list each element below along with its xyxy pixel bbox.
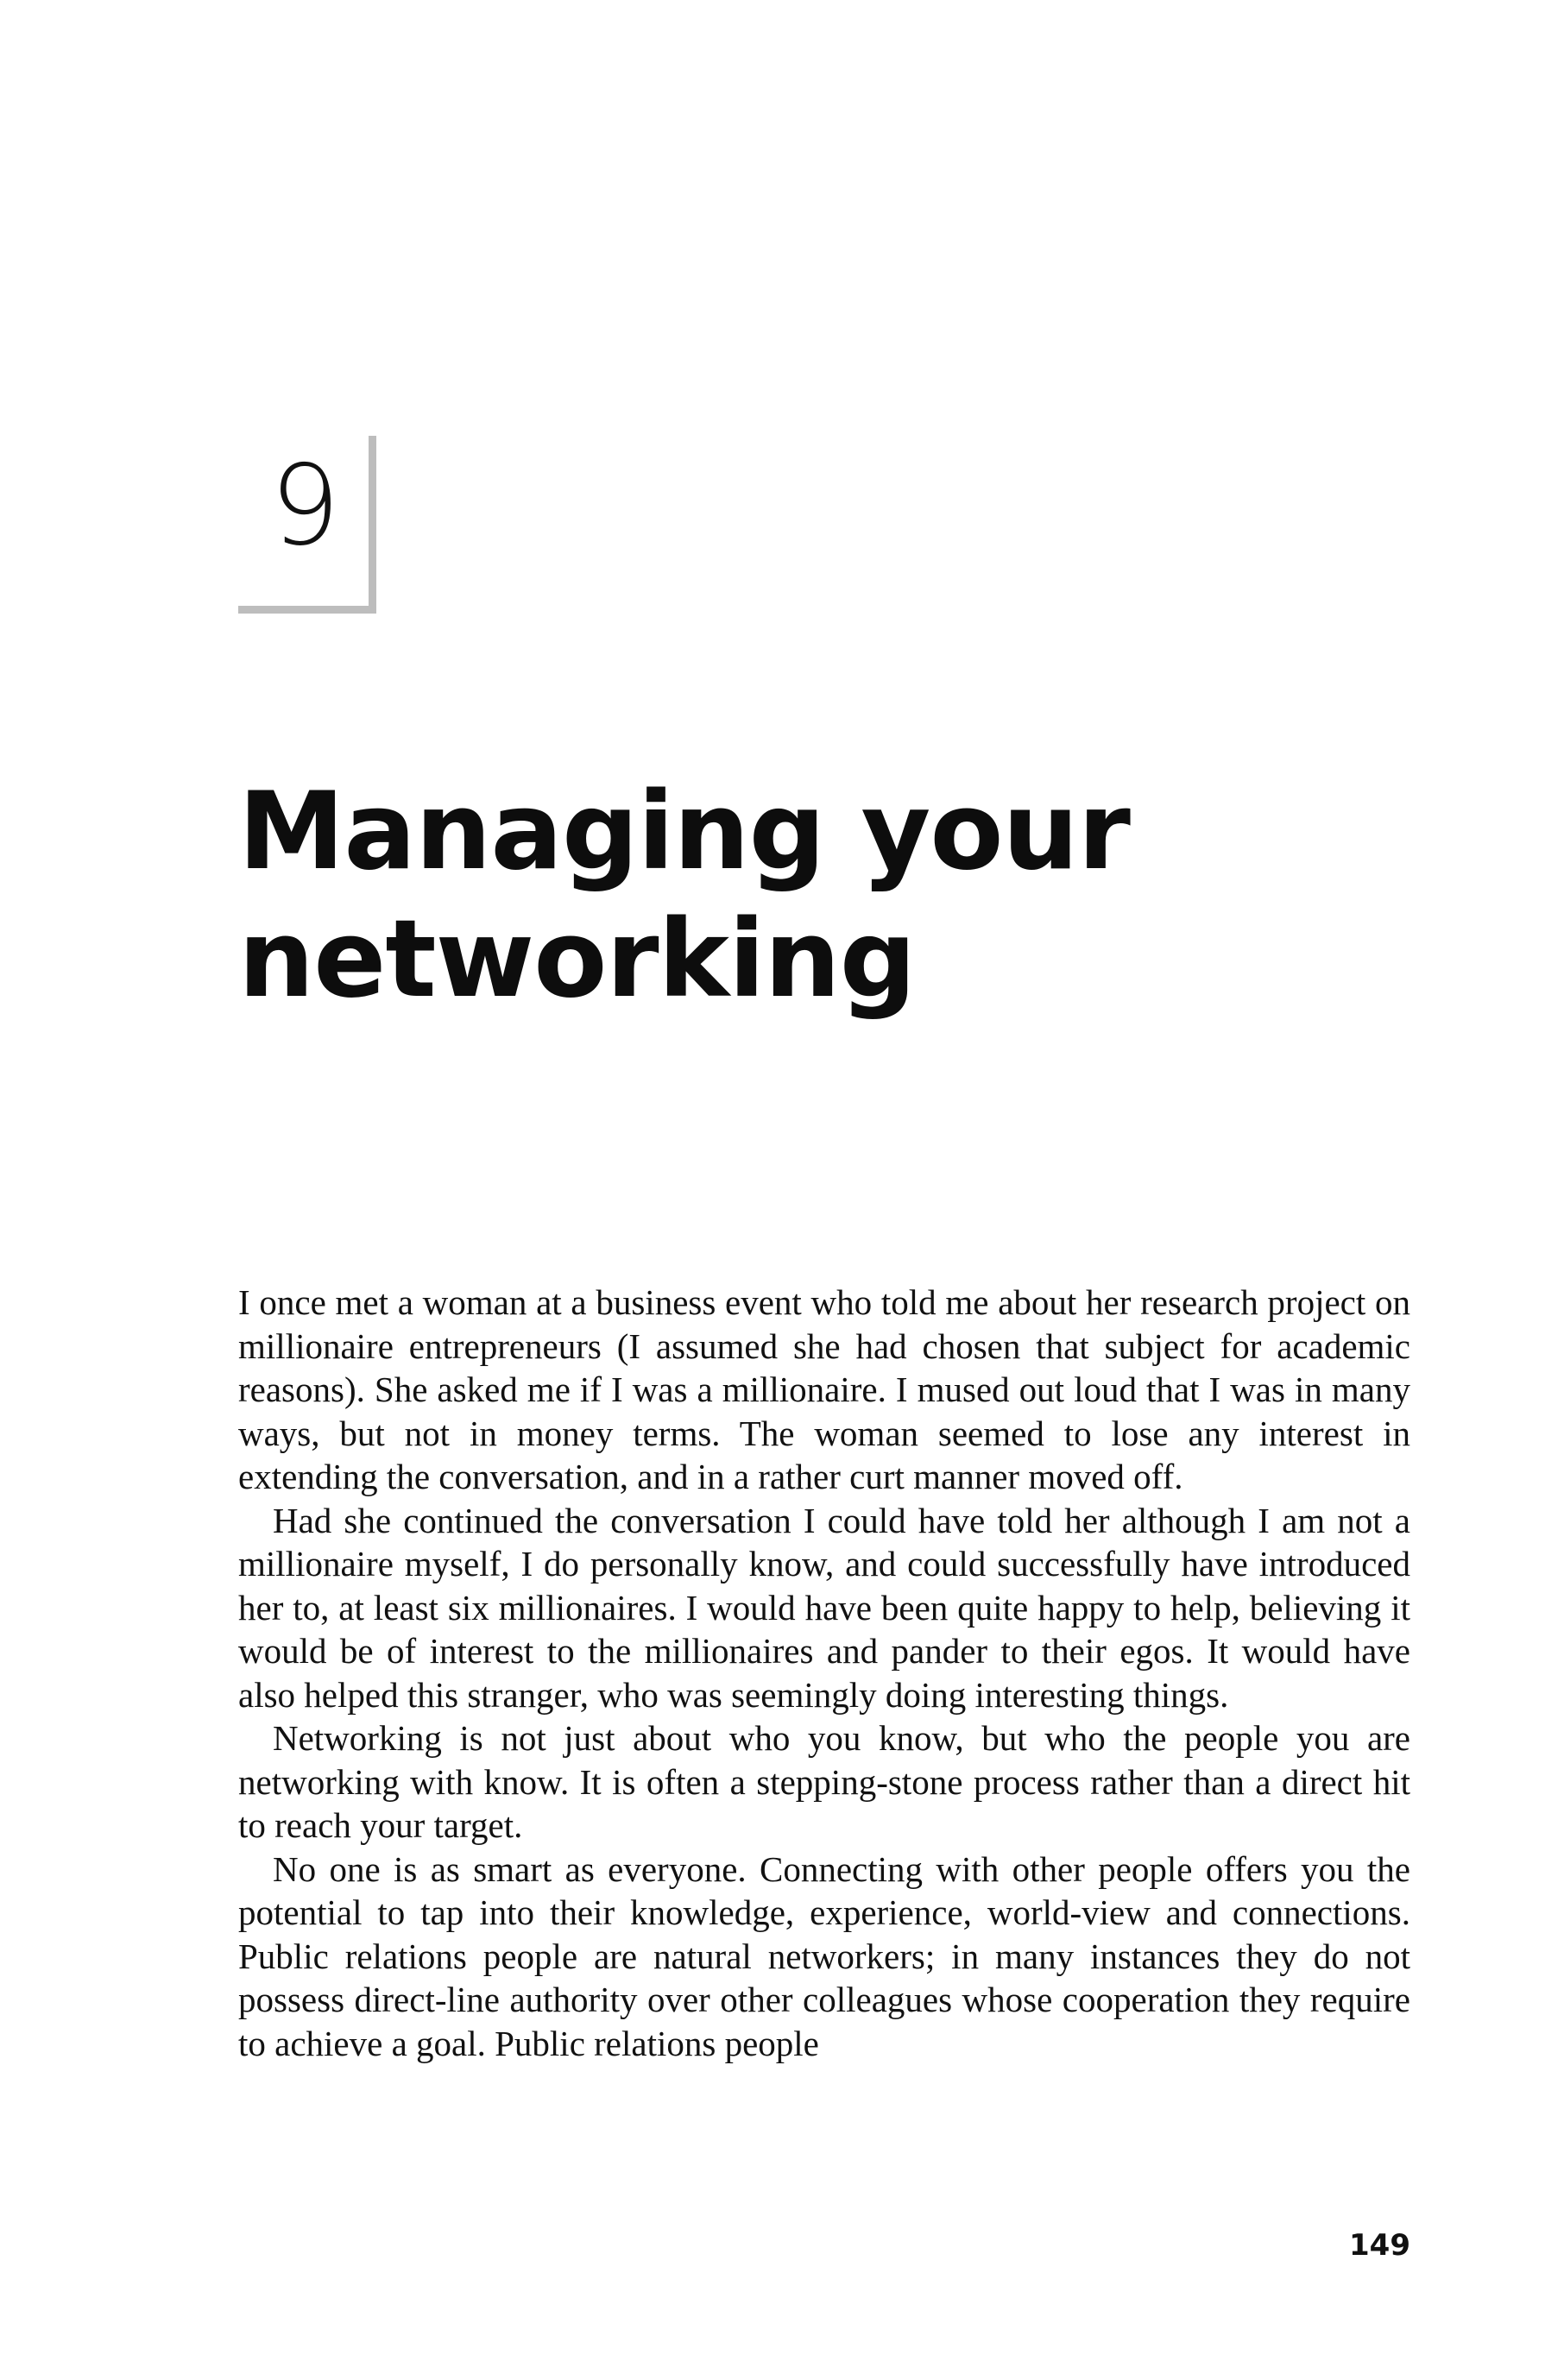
chapter-title <box>238 768 1130 1023</box>
chapter-number-block <box>238 436 376 614</box>
paragraph-3: Networking is not just about who you know, but who the people you are networking with know. It is often a stepping-stone process rather than a direct hit to reach your target. <box>238 1718 1410 1845</box>
chapter-bracket-vertical <box>369 436 376 614</box>
chapter-number: 9 <box>269 442 340 570</box>
chapter-title-line-2: networking <box>238 897 916 1022</box>
chapter-bracket-horizontal <box>238 606 376 614</box>
paragraph-1: I once met a woman at a business event who told me about her research project on millionaire entrepreneurs (I assumed she had chosen that subject for academic reasons). She asked me if I was a millionaire. I mused out loud that I was in many ways, but not in money terms. The woman seemed to lose any interest in extending the conversation, and in a rather curt manner moved off. <box>238 1282 1410 1496</box>
chapter-title-line-1: Managing your <box>238 770 1130 894</box>
paragraph-4: No one is as smart as everyone. Connecting with other people offers you the potential to tap into their knowledge, experience, world-view and connections. Public relations people are natural networkers; in many instances they do not possess direct-line authority over other colleagues whose cooperation they require to achieve a goal. Public relations people <box>238 1848 1410 2063</box>
body-text <box>238 1281 1410 2065</box>
paragraph-2: Had she continued the conversation I could have told her although I am not a millionaire myself, I do personally know, and could successfully have introduced her to, at least six millionaires. I would have been quite happy to help, believing it would be of interest to the millionaires and pander to their egos. It would have also helped this stranger, who was seemingly doing interesting things. <box>238 1500 1410 1715</box>
page-number: 149 <box>1349 2228 1410 2263</box>
